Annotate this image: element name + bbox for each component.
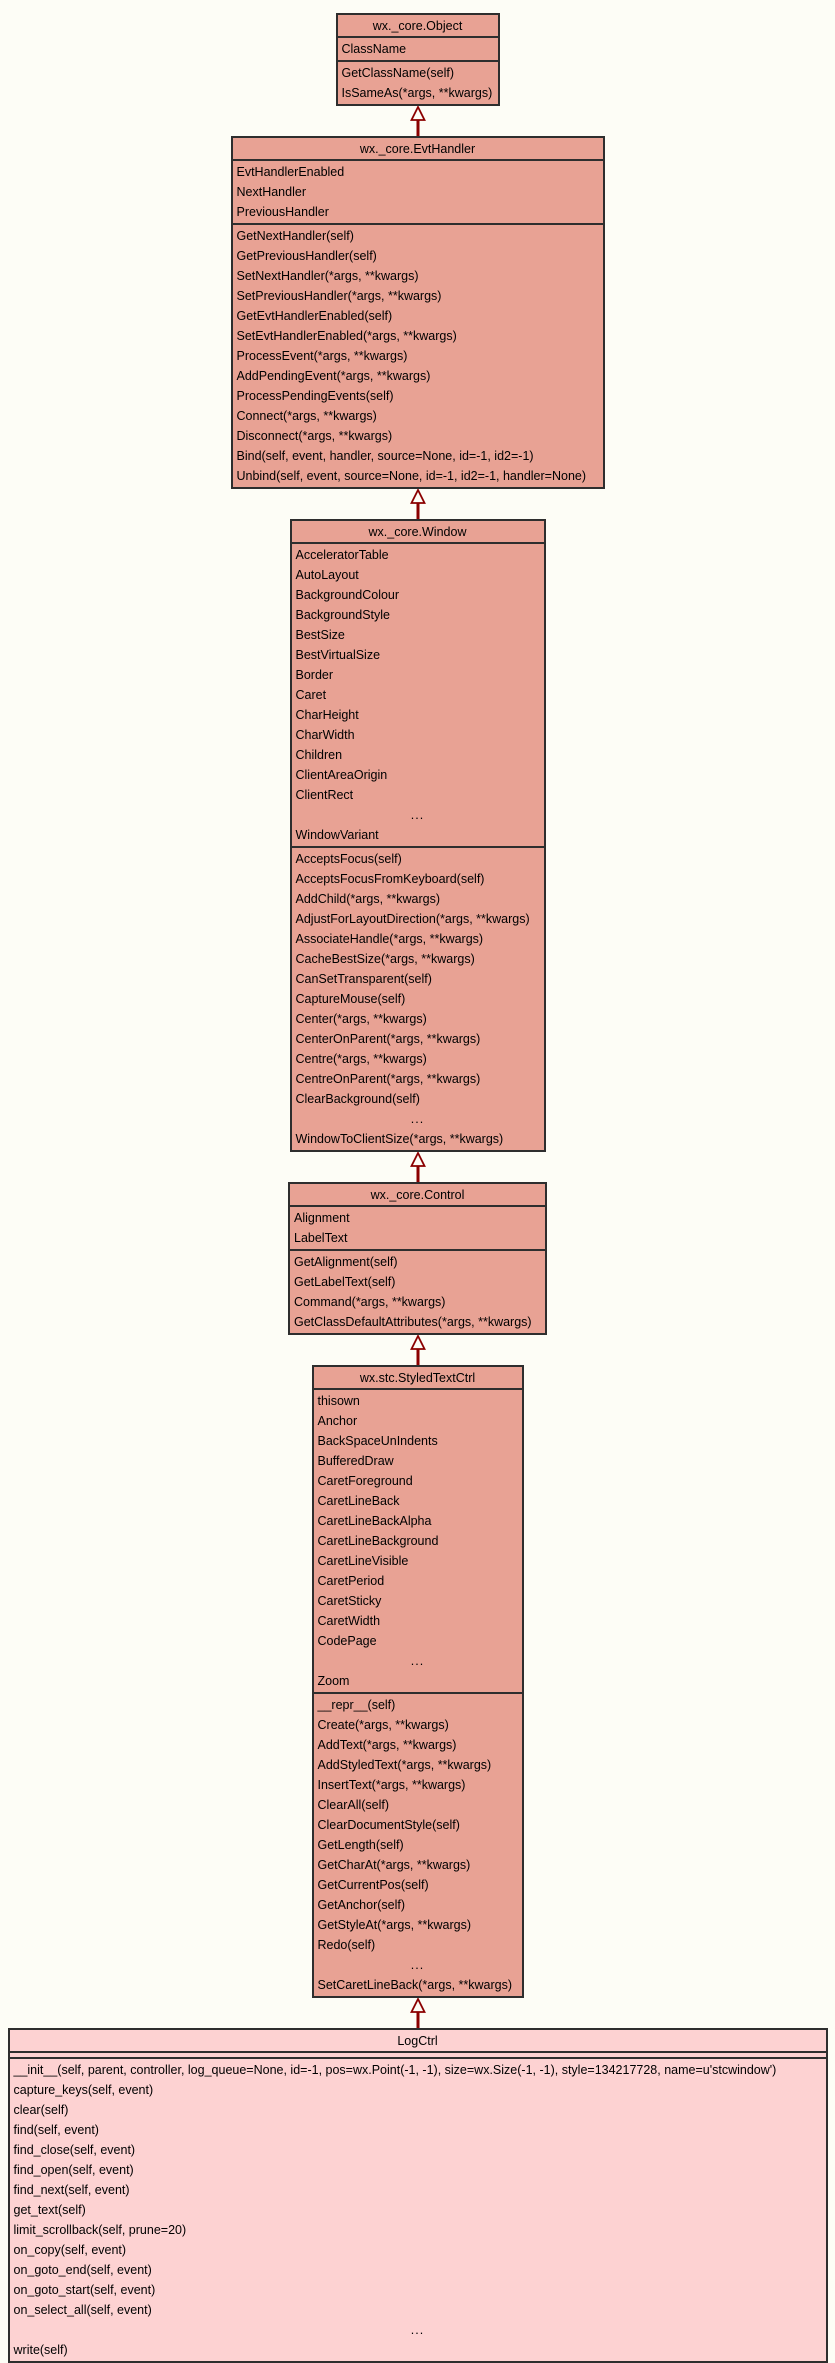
member-row: Create(*args, **kwargs) xyxy=(317,1718,449,1732)
inheritance-arrow-icon xyxy=(408,106,428,136)
member-row: GetCharAt(*args, **kwargs) xyxy=(317,1858,471,1872)
member-row: capture_keys(self, event) xyxy=(13,2083,154,2097)
member-row: AutoLayout xyxy=(295,568,359,582)
member-row: ClassName xyxy=(341,42,407,56)
inheritance-arrow xyxy=(408,106,428,136)
class-box-wx-core-evthandler xyxy=(231,136,605,489)
member-row: ClearBackground(self) xyxy=(295,1092,420,1106)
member-row: Unbind(self, event, source=None, id=-1, id2=-1, handler=None) xyxy=(236,469,587,483)
member-row: write(self) xyxy=(13,2343,68,2357)
inheritance-arrow-icon xyxy=(408,489,428,519)
member-row: CharHeight xyxy=(295,708,359,722)
inheritance-arrow-icon xyxy=(408,1998,428,2028)
member-row: CentreOnParent(*args, **kwargs) xyxy=(295,1072,481,1086)
class-box-logctrl xyxy=(8,2028,828,2363)
member-row: GetLabelText(self) xyxy=(294,1275,396,1289)
member-row: AdjustForLayoutDirection(*args, **kwargs) xyxy=(295,912,530,926)
member-row: CaretLineVisible xyxy=(317,1554,409,1568)
member-row: BackgroundStyle xyxy=(295,608,391,622)
member-row: AddText(*args, **kwargs) xyxy=(317,1738,457,1752)
member-row: on_goto_end(self, event) xyxy=(13,2263,152,2277)
methods-compartment xyxy=(233,225,603,487)
member-row: SetPreviousHandler(*args, **kwargs) xyxy=(236,289,442,303)
member-row: ClientRect xyxy=(295,788,354,802)
class-box-wx-core-window xyxy=(290,519,546,1152)
member-row: GetClassDefaultAttributes(*args, **kwargs) xyxy=(294,1315,532,1329)
member-row: CaretLineBack xyxy=(317,1494,400,1508)
member-row: BackgroundColour xyxy=(295,588,400,602)
ellipsis-row: ... xyxy=(410,1958,425,1972)
class-name: wx.stc.StyledTextCtrl xyxy=(314,1367,522,1390)
member-row: NextHandler xyxy=(236,185,306,199)
member-row: Border xyxy=(295,668,334,682)
member-row: BufferedDraw xyxy=(317,1454,394,1468)
member-row: get_text(self) xyxy=(13,2203,86,2217)
member-row: clear(self) xyxy=(13,2103,69,2117)
class-name: wx._core.Object xyxy=(338,15,498,38)
member-row: CanSetTransparent(self) xyxy=(295,972,432,986)
member-row: Caret xyxy=(295,688,327,702)
member-row: GetLength(self) xyxy=(317,1838,404,1852)
member-row: on_select_all(self, event) xyxy=(13,2303,152,2317)
member-row: EvtHandlerEnabled xyxy=(236,165,345,179)
member-row: Centre(*args, **kwargs) xyxy=(295,1052,427,1066)
member-row: BackSpaceUnIndents xyxy=(317,1434,438,1448)
member-row: Disconnect(*args, **kwargs) xyxy=(236,429,393,443)
member-row: Children xyxy=(295,748,343,762)
member-row: CodePage xyxy=(317,1634,377,1648)
inheritance-arrow xyxy=(408,1335,428,1365)
member-row: PreviousHandler xyxy=(236,205,329,219)
member-row: AddPendingEvent(*args, **kwargs) xyxy=(236,369,431,383)
member-row: limit_scrollback(self, prune=20) xyxy=(13,2223,187,2237)
class-box-wx-core-object xyxy=(336,13,500,106)
member-row: CaretPeriod xyxy=(317,1574,385,1588)
ellipsis-row: ... xyxy=(410,1112,425,1126)
member-row: GetPreviousHandler(self) xyxy=(236,249,377,263)
member-row: BestVirtualSize xyxy=(295,648,381,662)
class-name: wx._core.Control xyxy=(290,1184,545,1207)
member-row: AddStyledText(*args, **kwargs) xyxy=(317,1758,492,1772)
member-row: InsertText(*args, **kwargs) xyxy=(317,1778,466,1792)
member-row: ClearDocumentStyle(self) xyxy=(317,1818,460,1832)
member-row: __repr__(self) xyxy=(317,1698,396,1712)
inheritance-arrow-icon xyxy=(408,1152,428,1182)
member-row: CaretSticky xyxy=(317,1594,382,1608)
member-row: GetAnchor(self) xyxy=(317,1898,406,1912)
attributes-compartment xyxy=(292,544,544,848)
member-row: LabelText xyxy=(294,1231,348,1245)
member-row: BestSize xyxy=(295,628,345,642)
methods-compartment xyxy=(10,2059,826,2361)
member-row: GetEvtHandlerEnabled(self) xyxy=(236,309,393,323)
member-row: Bind(self, event, handler, source=None, id=-1, id2=-1) xyxy=(236,449,534,463)
inheritance-arrow-icon xyxy=(408,1335,428,1365)
member-row: Zoom xyxy=(317,1674,350,1688)
member-row: GetCurrentPos(self) xyxy=(317,1878,429,1892)
member-row: AcceptsFocusFromKeyboard(self) xyxy=(295,872,485,886)
member-row: CaretLineBackAlpha xyxy=(317,1514,432,1528)
class-name: LogCtrl xyxy=(10,2030,826,2053)
member-row: GetAlignment(self) xyxy=(294,1255,398,1269)
member-row: find_next(self, event) xyxy=(13,2183,130,2197)
member-row: AddChild(*args, **kwargs) xyxy=(295,892,441,906)
attributes-compartment xyxy=(290,1207,545,1251)
member-row: thisown xyxy=(317,1394,360,1408)
member-row: on_goto_start(self, event) xyxy=(13,2283,156,2297)
member-row: CenterOnParent(*args, **kwargs) xyxy=(295,1032,481,1046)
member-row: Center(*args, **kwargs) xyxy=(295,1012,427,1026)
member-row: Anchor xyxy=(317,1414,358,1428)
class-box-wx-core-control xyxy=(288,1182,547,1335)
member-row: AcceptsFocus(self) xyxy=(295,852,402,866)
member-row: find(self, event) xyxy=(13,2123,99,2137)
attributes-compartment xyxy=(314,1390,522,1694)
member-row: CaretWidth xyxy=(317,1614,381,1628)
member-row: CaretLineBackground xyxy=(317,1534,439,1548)
methods-compartment xyxy=(314,1694,522,1996)
inheritance-arrow xyxy=(408,489,428,519)
inheritance-arrow xyxy=(408,1998,428,2028)
ellipsis-row: ... xyxy=(410,2323,425,2337)
attributes-compartment xyxy=(338,38,498,62)
member-row: ClientAreaOrigin xyxy=(295,768,388,782)
member-row: SetEvtHandlerEnabled(*args, **kwargs) xyxy=(236,329,457,343)
member-row: GetNextHandler(self) xyxy=(236,229,354,243)
member-row: Command(*args, **kwargs) xyxy=(294,1295,446,1309)
attributes-compartment xyxy=(233,161,603,225)
methods-compartment xyxy=(292,848,544,1150)
member-row: CaretForeground xyxy=(317,1474,413,1488)
class-name: wx._core.Window xyxy=(292,521,544,544)
ellipsis-row: ... xyxy=(410,1654,425,1668)
member-row: CacheBestSize(*args, **kwargs) xyxy=(295,952,475,966)
member-row: Redo(self) xyxy=(317,1938,376,1952)
member-row: Connect(*args, **kwargs) xyxy=(236,409,377,423)
member-row: AssociateHandle(*args, **kwargs) xyxy=(295,932,484,946)
member-row: ClearAll(self) xyxy=(317,1798,390,1812)
class-box-wx-stc-styledtextctrl xyxy=(312,1365,524,1998)
methods-compartment xyxy=(290,1251,545,1333)
member-row: SetCaretLineBack(*args, **kwargs) xyxy=(317,1978,513,1992)
member-row: on_copy(self, event) xyxy=(13,2243,127,2257)
member-row: IsSameAs(*args, **kwargs) xyxy=(341,86,493,100)
member-row: SetNextHandler(*args, **kwargs) xyxy=(236,269,419,283)
member-row: WindowVariant xyxy=(295,828,379,842)
class-name: wx._core.EvtHandler xyxy=(233,138,603,161)
methods-compartment xyxy=(338,62,498,104)
ellipsis-row: ... xyxy=(410,808,425,822)
member-row: find_open(self, event) xyxy=(13,2163,134,2177)
member-row: WindowToClientSize(*args, **kwargs) xyxy=(295,1132,504,1146)
member-row: ProcessEvent(*args, **kwargs) xyxy=(236,349,408,363)
member-row: CaptureMouse(self) xyxy=(295,992,406,1006)
member-row: __init__(self, parent, controller, log_queue=None, id=-1, pos=wx.Point(-1, -1), size=wx.Size(-1, -1), style=134217728, name=u'stcwindow') xyxy=(13,2063,777,2077)
member-row: AcceleratorTable xyxy=(295,548,389,562)
member-row: CharWidth xyxy=(295,728,355,742)
member-row: GetStyleAt(*args, **kwargs) xyxy=(317,1918,472,1932)
member-row: ProcessPendingEvents(self) xyxy=(236,389,394,403)
inheritance-arrow xyxy=(408,1152,428,1182)
member-row: Alignment xyxy=(294,1211,350,1225)
member-row: find_close(self, event) xyxy=(13,2143,136,2157)
member-row: GetClassName(self) xyxy=(341,66,455,80)
